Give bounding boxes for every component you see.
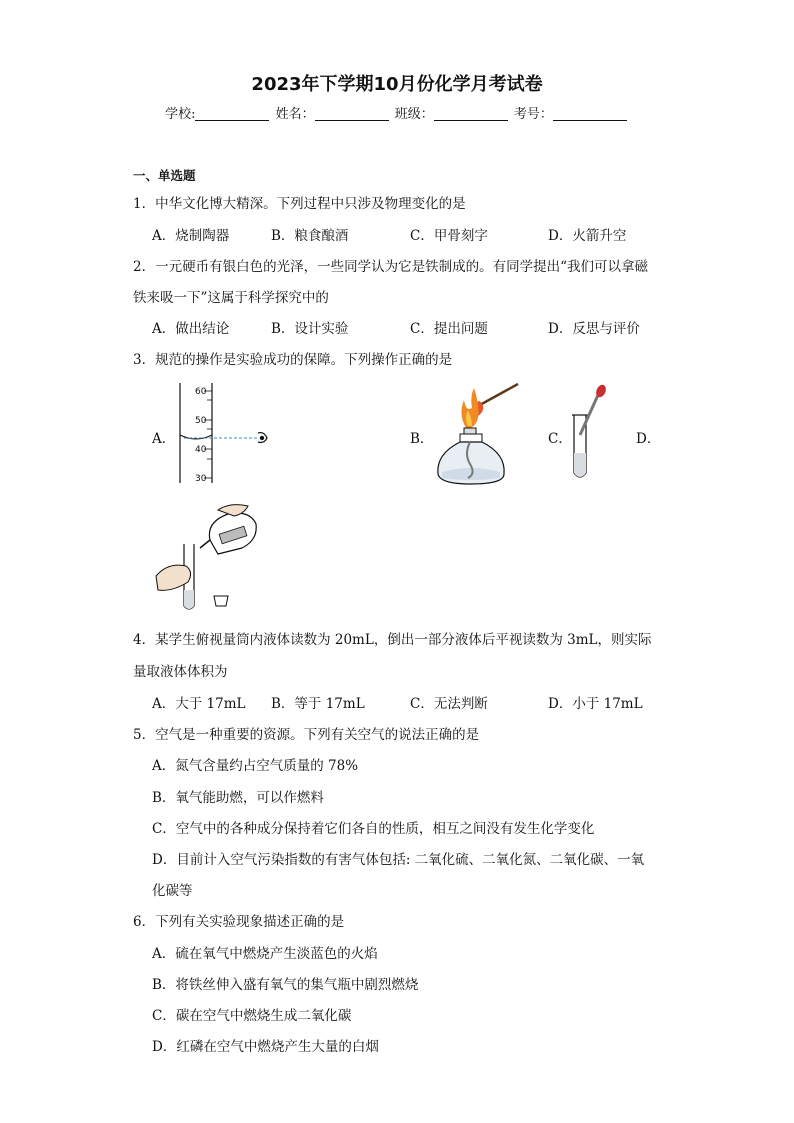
- name-label: 姓名：: [275, 107, 315, 122]
- cylinder-tick-60: 60: [195, 387, 207, 397]
- q3-label-b: B．: [410, 431, 434, 447]
- q1-option-b: B．粮食酿酒: [271, 228, 349, 244]
- graduated-cylinder-reading-figure: [170, 383, 280, 488]
- bottle-stopper-icon: [214, 596, 228, 606]
- q5-option-d: D．目前计入空气污染指数的有害气体包括: 二氧化硫、二氧化氮、二氧化碳、一氧: [152, 852, 645, 868]
- q4-stem-line1: 4．某学生俯视量筒内液体读数为 20mL，倒出一部分液体后平视读数为 3mL，则实际: [133, 632, 652, 648]
- q2-option-b: B．设计实验: [271, 321, 349, 337]
- pouring-liquid-figure: [148, 500, 260, 612]
- q3-label-c: C．: [548, 431, 572, 447]
- q2-option-a: A．做出结论: [152, 321, 230, 337]
- class-blank: [434, 106, 508, 121]
- exam-title: 2023年下学期10月份化学月考试卷: [251, 74, 543, 95]
- q4-option-a: A．大于 17mL: [152, 696, 246, 712]
- q6-option-a: A．硫在氧气中燃烧产生淡蓝色的火焰: [152, 946, 378, 962]
- q4-option-b: B．等于 17mL: [271, 696, 365, 712]
- match-stick: [478, 384, 518, 406]
- cylinder-tick-50: 50: [195, 416, 207, 426]
- eye-icon: [258, 433, 267, 443]
- school-blank: [195, 106, 269, 121]
- q6-option-d: D．红磷在空气中燃烧产生大量的白烟: [152, 1039, 379, 1055]
- q2-option-c: C．提出问题: [410, 321, 488, 337]
- q3-label-a: A．: [152, 431, 176, 447]
- q5-stem: 5．空气是一种重要的资源。下列有关空气的说法正确的是: [133, 727, 480, 743]
- q3-stem: 3．规范的操作是实验成功的保障。下列操作正确的是: [133, 352, 453, 368]
- q4-option-c: C．无法判断: [410, 696, 488, 712]
- q4-stem-line2: 量取液体体积为: [133, 664, 228, 680]
- cylinder-tick-40: 40: [195, 445, 207, 455]
- q1-option-d: D．火箭升空: [548, 228, 627, 244]
- q1-option-c: C．甲骨刻字: [410, 228, 488, 244]
- q1-stem: 1．中华文化博大精深。下列过程中只涉及物理变化的是: [133, 196, 466, 212]
- q6-option-c: C．碳在空气中燃烧生成二氧化碳: [152, 1008, 352, 1024]
- q5-option-d-continued: 化碳等: [152, 883, 193, 899]
- name-blank: [315, 106, 389, 121]
- q1-option-a: A．烧制陶器: [152, 228, 230, 244]
- student-info-row: [0, 103, 794, 122]
- q6-stem: 6．下列有关实验现象描述正确的是: [133, 914, 345, 930]
- q3-label-d: D．: [636, 431, 661, 447]
- q4-option-d: D．小于 17mL: [548, 696, 643, 712]
- alcohol-lamp-lighting-figure: [430, 378, 530, 490]
- section-heading: 一、单选题: [133, 168, 196, 183]
- q2-option-d: D．反思与评价: [548, 321, 640, 337]
- q2-stem-line2: 铁来吸一下”这属于科学探究中的: [133, 290, 329, 306]
- test-tube-dropper-figure: [566, 383, 616, 483]
- exam-number-blank: [553, 106, 627, 121]
- q2-stem-line1: 2．一元硬币有银白色的光泽，一些同学认为它是铁制成的。有同学提出“我们可以拿磁: [133, 259, 648, 275]
- q5-option-b: B．氧气能助燃，可以作燃料: [152, 790, 324, 806]
- exam-number-label: 考号：: [513, 107, 553, 122]
- class-label: 班级：: [394, 107, 434, 122]
- cylinder-tick-30: 30: [195, 474, 207, 484]
- q5-option-a: A．氮气含量约占空气质量的 78%: [152, 758, 359, 774]
- q6-option-b: B．将铁丝伸入盛有氧气的集气瓶中剧烈燃烧: [152, 977, 419, 993]
- school-label: 学校:: [165, 107, 196, 122]
- q5-option-c: C．空气中的各种成分保持着它们各自的性质，相互之间没有发生化学变化: [152, 821, 595, 837]
